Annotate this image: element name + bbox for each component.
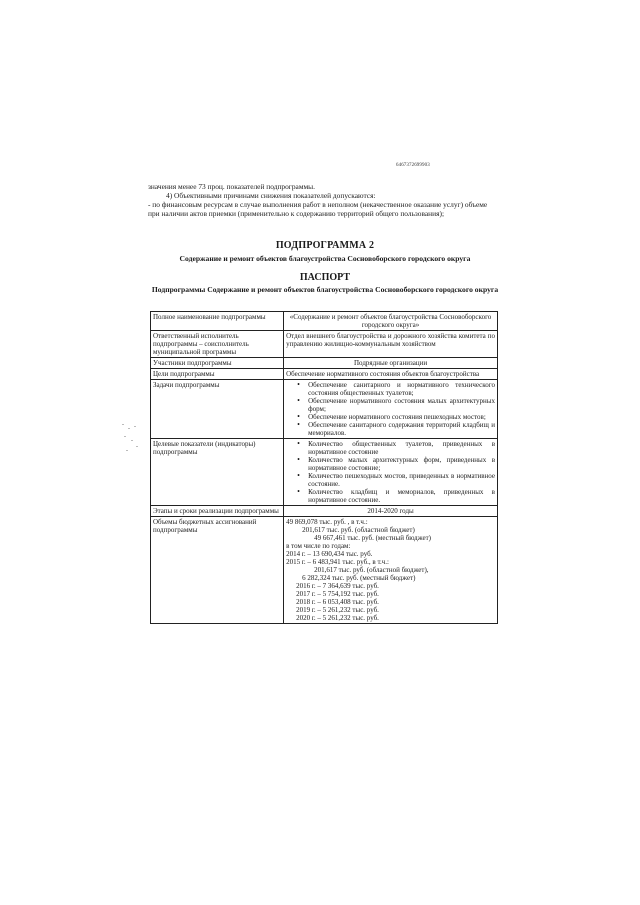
- row-value: 2014-2020 годы: [284, 506, 498, 517]
- intro-line-2: 4) Объективными причинами снижения показателей допускаются:: [166, 191, 376, 200]
- list-item: • Количество кладбищ и мемориалов, приведенных в нормативное состояние.: [308, 488, 495, 504]
- row-label: Объемы бюджетных ассигнований подпрограммы: [151, 517, 284, 624]
- finance-line: в том числе по годам:: [286, 542, 351, 550]
- tasks-list: [286, 381, 495, 437]
- row-value: Отдел внешнего благоустройства и дорожного хозяйства комитета по управлению жилищно-коммунальным хозяйством: [284, 331, 498, 358]
- finance-line: 201,617 тыс. руб. (областной бюджет): [302, 526, 415, 534]
- list-item: • Обеспечение санитарного содержания территорий кладбищ и мемориалов.: [308, 421, 495, 437]
- finance-line: 2019 г. – 5 261,232 тыс. руб.: [296, 606, 379, 614]
- list-item: • Обеспечение нормативного состояния малых архитектурных форм;: [308, 397, 495, 413]
- row-value: [284, 439, 498, 506]
- list-item: • Обеспечение нормативного состояния пешеходных мостов;: [308, 413, 495, 421]
- document-code: 6467372699903: [396, 163, 430, 168]
- row-value: [284, 380, 498, 439]
- finance-line: 2015 г. – 6 483,941 тыс. руб., в т.ч.:: [286, 558, 389, 566]
- passport-title: ПАСПОРТ: [299, 272, 351, 283]
- table-row: [151, 439, 498, 506]
- row-value: «Содержание и ремонт объектов благоустройства Сосновоборского городского округа»: [284, 312, 498, 331]
- list-item: • Количество малых архитектурных форм, приведенных в нормативное состояние;: [308, 456, 495, 472]
- finance-line: 49 667,461 тыс. руб. (местный бюджет): [314, 534, 431, 542]
- subprogram-title: ПОДПРОГРАММА 2: [275, 240, 375, 251]
- finance-line: 2018 г. – 6 053,408 тыс. руб.: [296, 598, 379, 606]
- row-label: Целевые показатели (индикаторы) подпрограммы: [151, 439, 284, 506]
- finance-line: 2016 г. – 7 364,639 тыс. руб.: [296, 582, 379, 590]
- intro-line-3: - по финансовым ресурсам в случае выполнения работ в неполном (некачественное оказание услуг) объеме при наличии актов приемки (применительно к содержанию территорий общего пользования);: [148, 200, 488, 218]
- row-label: Ответственный исполнитель подпрограммы – соисполнитель муниципальной программы: [151, 331, 284, 358]
- list-item: • Количество общественных туалетов, приведенных в нормативное состояние: [308, 440, 495, 456]
- table-row: [151, 369, 498, 380]
- table-row: [151, 331, 498, 358]
- intro-line-1: значения менее 73 проц. показателей подпрограммы.: [148, 182, 315, 191]
- indicators-list: [286, 440, 495, 504]
- intro-text: [148, 182, 500, 218]
- subprogram-subtitle: Содержание и ремонт объектов благоустройства Сосновоборского городского округа: [179, 254, 471, 263]
- row-value: [284, 517, 498, 624]
- passport-table: [150, 311, 498, 624]
- finance-line: 2020 г. – 5 261,232 тыс. руб.: [296, 614, 379, 622]
- row-label: Полное наименование подпрограммы: [151, 312, 284, 331]
- finance-line: 49 869,078 тыс. руб. , в т.ч.:: [286, 518, 368, 526]
- table-row: [151, 380, 498, 439]
- scan-margin-marks: [122, 424, 138, 452]
- finance-line: 6 282,324 тыс. руб. (местный бюджет): [302, 574, 416, 582]
- row-label: Задачи подпрограммы: [151, 380, 284, 439]
- row-label: Цели подпрограммы: [151, 369, 284, 380]
- finance-line: 2014 г. – 13 690,434 тыс. руб.: [286, 550, 373, 558]
- table-row: [151, 506, 498, 517]
- row-value: Подрядные организации: [284, 358, 498, 369]
- table-row: [151, 358, 498, 369]
- row-label: Участники подпрограммы: [151, 358, 284, 369]
- finance-line: 2017 г. – 5 754,192 тыс. руб.: [296, 590, 379, 598]
- table-row: [151, 517, 498, 624]
- row-value: Обеспечение нормативного состояния объектов благоустройства: [284, 369, 498, 380]
- row-label: Этапы и сроки реализации подпрограммы: [151, 506, 284, 517]
- table-row: [151, 312, 498, 331]
- list-item: • Обеспечение санитарного и нормативного технического состояния общественных туалетов;: [308, 381, 495, 397]
- finance-line: 201,617 тыс. руб. (областной бюджет),: [314, 566, 429, 574]
- passport-subtitle: Подпрограммы Содержание и ремонт объектов благоустройства Сосновоборского городского округа: [151, 285, 499, 294]
- list-item: • Количество пешеходных мостов, приведенных в нормативное состояние.: [308, 472, 495, 488]
